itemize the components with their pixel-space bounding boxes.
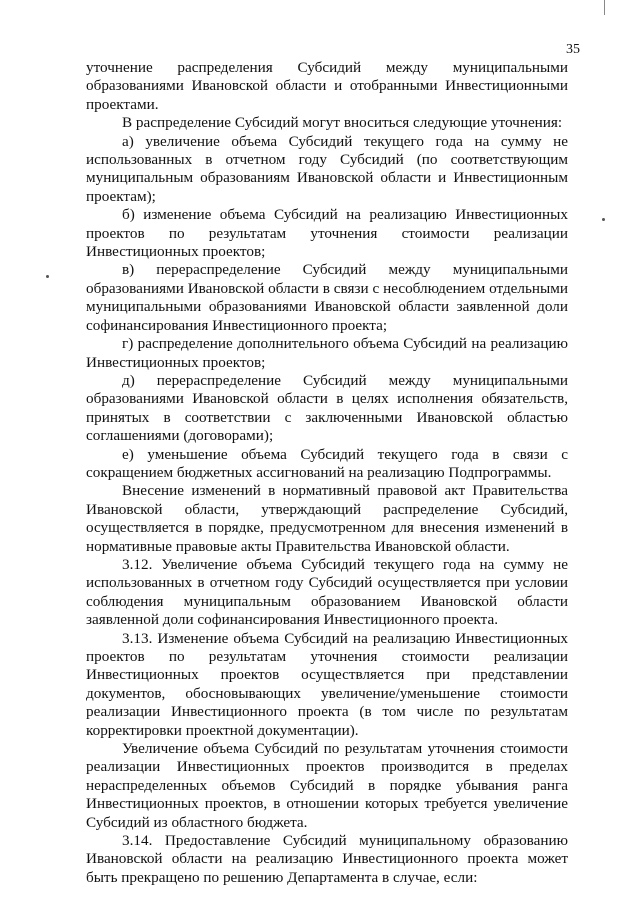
page-number: 35 [566,42,580,57]
list-item-e: е) уменьшение объема Субсидий текущего года в связи с сокращением бюджетных ассигнований на реализацию Подпрограммы. [86,445,568,481]
list-item-d: д) перераспределение Субсидий между муниципальными образованиями Ивановской области в целях исполнения обязательств, принятых в соответствии с заключенными Ивановской областью соглашениями (договорами); [86,371,568,445]
document-body [86,59,568,887]
scan-artifact-dot [602,218,605,221]
clause-3-12: 3.12. Увеличение объема Субсидий текущего года на сумму не использованных в отчетном году Субсидий осуществляется при условии соблюдения муниципальным образованием Ивановской области заявленной доли софинансирования Инвестиционного проекта. [86,555,568,629]
paragraph: уточнение распределения Субсидий между муниципальными образованиями Ивановской области и отобранными Инвестиционными проектами. [86,59,568,113]
list-item-a: а) увеличение объема Субсидий текущего года на сумму не использованных в отчетном году Субсидий (по соответствующим муниципальным образованиям Ивановской области и Инвестиционным проектам); [86,132,568,205]
paragraph: Внесение изменений в нормативный правовой акт Правительства Ивановской области, утверждающий распределение Субсидий, осуществляется в порядке, предусмотренном для внесения изменений в нормативные правовые акты Правительства Ивановской области. [86,482,568,555]
scan-artifact-line [604,0,605,15]
scan-artifact-dot [46,275,49,278]
paragraph: Увеличение объема Субсидий по результатам уточнения стоимости реализации Инвестиционных проектов производится в пределах нераспределенных объемов Субсидий в порядке убывания ранга Инвестиционных проектов, в отношении которых требуется увеличение Субсидий из областного бюджета. [86,740,568,831]
list-item-b: б) изменение объема Субсидий на реализацию Инвестиционных проектов по результатам уточнения стоимости реализации Инвестиционных проектов; [86,206,568,261]
paragraph: В распределение Субсидий могут вноситься следующие уточнения: [122,114,563,132]
list-item-v: в) перераспределение Субсидий между муниципальными образованиями Ивановской области в связи с несоблюдением отдельными муниципальными образованиями Ивановской области заявленной доли софинансирования Инвестиционного проекта; [86,261,568,334]
clause-3-14: 3.14. Предоставление Субсидий муниципальному образованию Ивановской области на реализацию Инвестиционного проекта может быть прекращено по решению Департамента в случае, если: [86,832,568,886]
list-item-g: г) распределение дополнительного объема Субсидий на реализацию Инвестиционных проектов; [86,335,568,371]
clause-3-13: 3.13. Изменение объема Субсидий на реализацию Инвестиционных проектов по результатам уточнения стоимости реализации Инвестиционных проектов осуществляется при представлении документов, обосновывающих увеличение/уменьшение стоимости реализации Инвестиционного проекта (в том числе по результатам корректировки проектной документации). [86,629,568,739]
